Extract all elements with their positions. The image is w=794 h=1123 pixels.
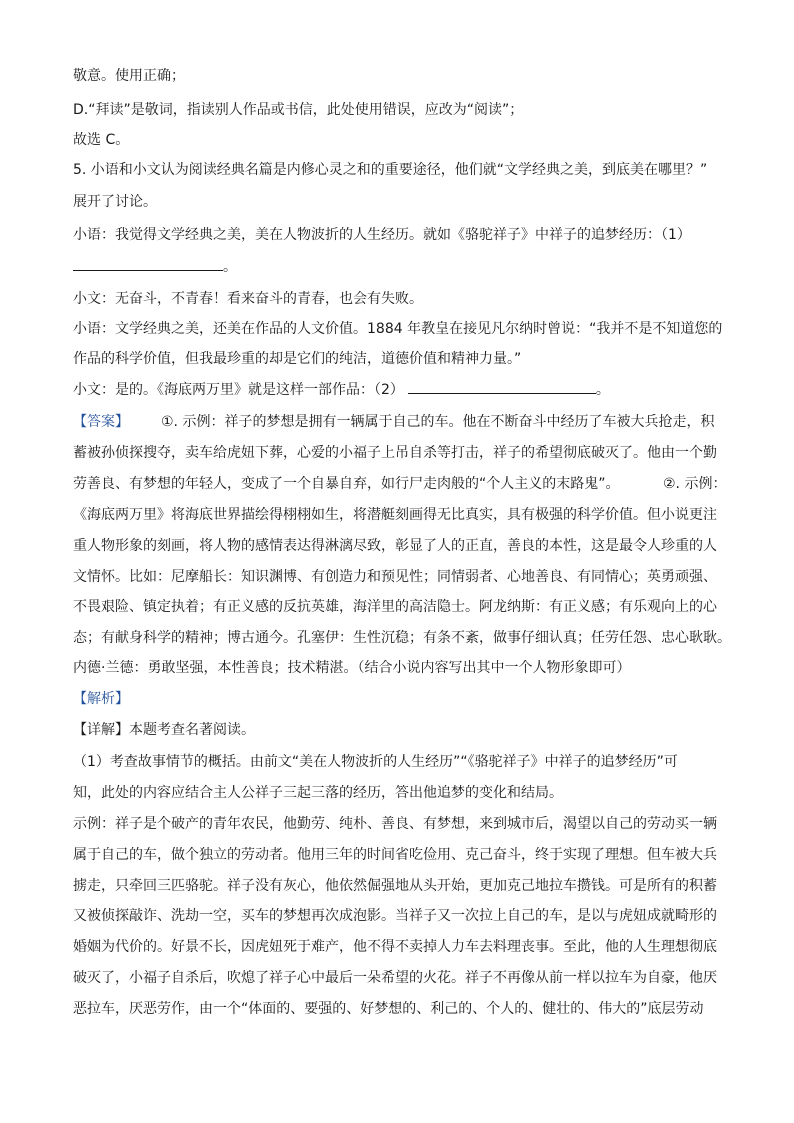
answer-line: 态；有献身科学的精神；博古通今。孔塞伊：生性沉稳；有条不紊，做事仔细认真；任劳任怨、忠心耿耿。 [73, 630, 731, 646]
answer-line: 内德·兰德：勇敢坚强，本性善良；技术精湛。（结合小说内容写出其中一个人物形象即可） [73, 660, 631, 676]
answer-text: ①. 示例：祥子的梦想是拥有一辆属于自己的车。他在不断奋斗中经历了车被大兵抢走，积 [161, 414, 715, 430]
answer-line [73, 413, 733, 431]
detail-line: 婚姻为代价的。好景不长，因虎妞死于难产，他不得不卖掉人力车去料理丧事。至此，他的人生理想彻底 [73, 939, 717, 955]
text-end: 。 [223, 259, 237, 275]
detail-line: 又被侦探敲诈、洗劫一空，买车的梦想再次成泡影。当祥子又一次拉上自己的车，是以与虎妞成就畸形的 [73, 908, 717, 924]
analysis-heading [73, 690, 733, 708]
text-line: 敬意。使用正确； [73, 68, 185, 84]
detail-intro: 本题考查名著阅读。 [129, 722, 255, 738]
answer-blank-line [73, 258, 733, 276]
detail-line: （1）考查故事情节的概括。由前文“美在人物波折的人生经历”“《骆驼祥子》中祥子的追梦经历”可 [73, 754, 678, 770]
text-line: 作品的科学价值，但我最珍重的却是它们的纯洁，道德价值和精神力量。” [73, 351, 522, 367]
detail-line: 知，此处的内容应结合主人公祥子三起三落的经历，答出他追梦的变化和结局。 [73, 785, 563, 801]
answer-label: 【答案】 [73, 414, 129, 430]
text-end: 。 [595, 382, 610, 398]
dialogue-line [73, 381, 733, 399]
dialogue-line: 小语：我觉得文学经典之美，美在人物波折的人生经历。就如《骆驼祥子》中祥子的追梦经历：（1） [73, 227, 691, 243]
answer-line: 不畏艰险、镇定执着；有正义感的反抗英雄，海洋里的高洁隐士。阿龙纳斯：有正义感；有乐观向上的心 [73, 599, 717, 615]
detail-line: 属于自己的车，做个独立的劳动者。他用三年的时间省吃俭用、克己奋斗，终于实现了理想。但车被大兵 [73, 847, 717, 863]
detail-line: 掳走，只牵回三匹骆驼。祥子没有灰心，他依然倔强地从头开始，更加克己地拉车攒钱。可是所有的积蓄 [73, 878, 717, 894]
dialogue-line: 小文：无奋斗，不青春！看来奋斗的青春，也会有失败。 [73, 291, 423, 307]
text-line: D.“拜读”是敬词，指读别人作品或书信，此处使用错误，应改为“阅读”； [73, 102, 524, 118]
text-line: 展开了讨论。 [73, 194, 157, 210]
answer-line: 《海底两万里》将海底世界描绘得栩栩如生，将潜艇刻画得无比真实，具有极强的科学价值。但小说更注 [73, 507, 717, 523]
detail-line: 示例：祥子是个破产的青年农民，他勤劳、纯朴、善良、有梦想，来到城市后，渴望以自己的劳动买一辆 [73, 816, 717, 832]
detail-line: 破灭了，小福子自杀后，吹熄了祥子心中最后一朵希望的火花。祥子不再像从前一样以拉车为自豪，他厌 [73, 970, 717, 986]
answer-text: 劳善良、有梦想的年轻人，变成了一个自暴自弃，如行尸走肉般的“个人主义的末路鬼”。 [73, 476, 620, 492]
question-line: 5. 小语和小文认为阅读经典名篇是内修心灵之和的重要途径，他们就“文学经典之美，到底美在哪里？” [73, 162, 708, 178]
answer-line [73, 475, 733, 493]
answer-blank-1[interactable] [73, 258, 223, 271]
dialogue-text: 小文：是的。《海底两万里》就是这样一部作品：（2） [73, 382, 404, 398]
answer-line: 蓄被孙侦探搜夺，卖车给虎妞下葬，心爱的小福子上吊自杀等打击，祥子的希望彻底破灭了。他由一个勤 [73, 445, 717, 461]
detail-heading [73, 721, 733, 739]
answer-text: ②. 示例： [663, 476, 727, 492]
answer-blank-2[interactable] [408, 381, 596, 394]
dialogue-line: 小语：文学经典之美，还美在作品的人文价值。1884 年教皇在接见凡尔纳时曾说：“我并不是不知道您的 [73, 321, 723, 337]
detail-line: 恶拉车，厌恶劳作，由一个“体面的、要强的、好梦想的、利己的、个人的、健壮的、伟大的”底层劳动 [73, 1001, 704, 1017]
text-line: 故选 C。 [73, 132, 130, 148]
analysis-label: 【解析】 [73, 691, 129, 707]
answer-line: 重人物形象的刻画，将人物的感情表达得淋漓尽致，彰显了人的正直，善良的本性，这是最令人珍重的人 [73, 538, 717, 554]
answer-line: 文情怀。比如：尼摩船长：知识渊博、有创造力和预见性；同情弱者、心地善良、有同情心；英勇顽强、 [73, 569, 717, 585]
detail-label: 【详解】 [73, 722, 129, 738]
